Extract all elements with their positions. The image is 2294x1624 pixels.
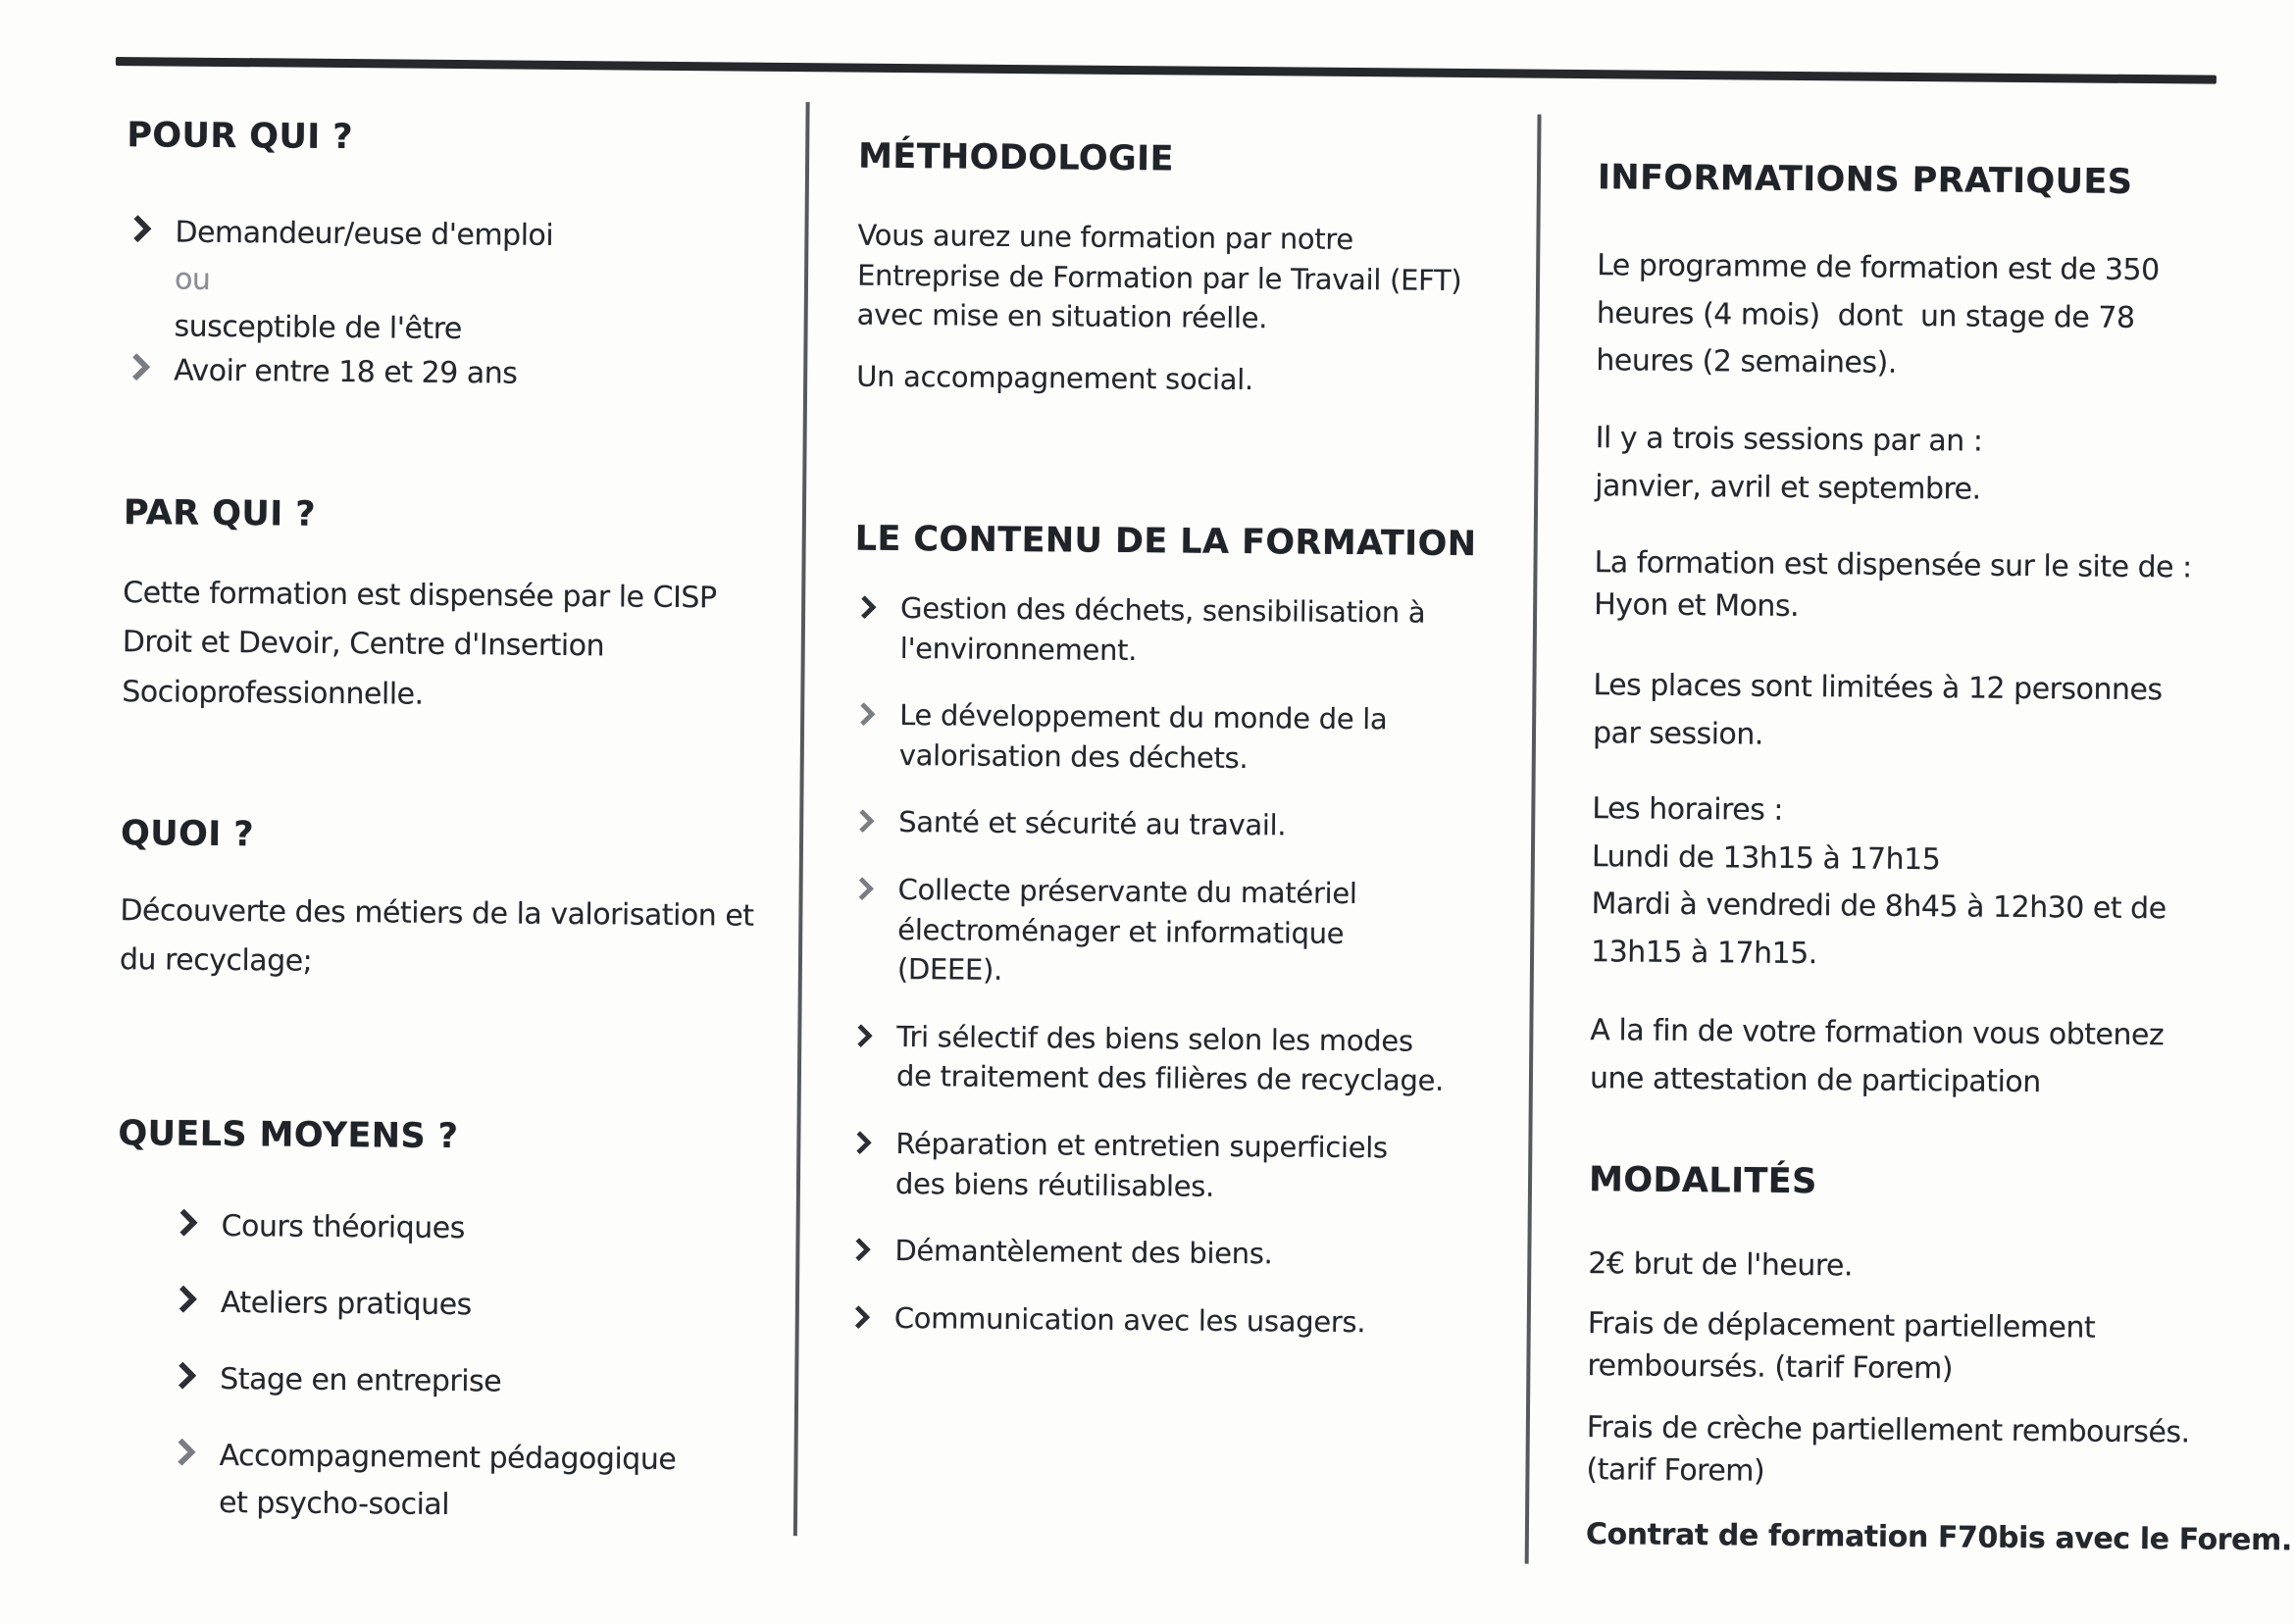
chevron-icon (852, 702, 876, 726)
list-item (115, 1432, 802, 1532)
list-item (117, 1202, 803, 1255)
chevron-icon (170, 1286, 197, 1313)
bullet-text (174, 210, 553, 354)
chevron-icon (169, 1362, 196, 1390)
list-item (849, 1124, 1517, 1209)
paragraph-par-qui: Cette formation est dispensée par le CISP Droit et Devoir, Centre d'Insertion Socioprofessionnelle. (122, 576, 717, 712)
list-item-text: Stage en entreprise (220, 1361, 502, 1399)
list-item (848, 1231, 1515, 1277)
list-item (848, 1297, 1515, 1344)
list-item-text: Collecte préservante du matériel électroménager et informatique (DEEE). (896, 872, 1357, 988)
list-item-text: Cours théoriques (221, 1208, 465, 1246)
list-item (854, 588, 1522, 674)
list-item (850, 1016, 1518, 1101)
bullet-line: Demandeur/euse d'emploi (175, 215, 554, 253)
list-item-text: Accompagnement pédagogique et psycho-social (218, 1438, 677, 1523)
heading-pour-qui: POUR QUI ? (127, 116, 354, 158)
paragraph-methodologie-2: Un accompagnement social. (856, 359, 1254, 397)
paragraph-site: La formation est dispensée sur le site de : Hyon et Mons. (1594, 545, 2192, 624)
bullet-line-muted: ou (174, 262, 211, 297)
paragraph-places: Les places sont limitées à 12 personnes par session. (1592, 668, 2163, 752)
list-item (116, 1355, 802, 1408)
list-item-text: Gestion des déchets, sensibilisation à l'environnement. (899, 591, 1426, 667)
paragraph-programme: Le programme de formation est de 350 heures (4 mois) dont un stage de 78 heures (2 semaines). (1596, 248, 2160, 381)
paragraph-quoi: Découverte des métiers de la valorisation et du recyclage; (119, 893, 754, 980)
heading-quoi: QUOI ? (120, 814, 255, 855)
heading-modalites: MODALITÉS (1588, 1160, 1817, 1202)
column-middle (845, 137, 1525, 1585)
chevron-icon (853, 595, 877, 619)
bullet-text: Avoir entre 18 et 29 ans (174, 353, 518, 391)
paragraph-frais-creche: Frais de crèche partiellement remboursés. (tarif Forem) (1586, 1410, 2190, 1489)
heading-methodologie: MÉTHODOLOGIE (857, 136, 1175, 179)
paragraph-salaire: 2€ brut de l'heure. (1588, 1246, 1854, 1284)
paragraph-sessions: Il y a trois sessions par an : janvier, avril et septembre. (1595, 421, 1983, 507)
chevron-icon (850, 877, 874, 900)
bullet-line: susceptible de l'être (174, 309, 462, 347)
chevron-icon (848, 1131, 872, 1154)
list-item-text: Tri sélectif des biens selon les modes de traitement des filières de recyclage. (895, 1019, 1445, 1098)
heading-quels-moyens: QUELS MOYENS ? (118, 1114, 459, 1157)
list-item-text: Santé et sécurité au travail. (898, 805, 1287, 842)
heading-informations-pratiques: INFORMATIONS PRATIQUES (1597, 158, 2133, 202)
list-quels-moyens (115, 1202, 804, 1561)
chevron-icon (847, 1238, 871, 1261)
list-item-text: Communication avec les usagers. (893, 1300, 1366, 1339)
heading-par-qui: PAR QUI ? (123, 493, 317, 534)
column-right (1585, 158, 2293, 1624)
paragraph-contrat: Contrat de formation F70bis avec le Forem. (1585, 1517, 2293, 1558)
list-item-text: Ateliers pratiques (220, 1285, 472, 1323)
column-left (114, 116, 813, 1602)
chevron-icon (846, 1305, 870, 1329)
paragraph-methodologie-1: Vous aurez une formation par notre Entreprise de Formation par le Travail (EFT) avec mise en situation réelle. (856, 218, 1462, 335)
chevron-icon (851, 810, 875, 834)
paragraph-attestation: A la fin de votre formation vous obtenez une attestation de participation (1589, 1013, 2165, 1099)
top-rule (116, 57, 2217, 84)
column-divider-right (1525, 115, 1542, 1564)
chevron-icon (170, 1209, 197, 1237)
list-item (117, 1279, 803, 1332)
chevron-icon (168, 1439, 195, 1466)
list-item (852, 802, 1519, 848)
list-contenu-formation (847, 588, 1521, 1371)
paragraph-horaires: Les horaires : Lundi de 13h15 à 17h15 Mardi à vendredi de 8h45 à 12h30 et de 13h15 à 17h15. (1590, 791, 2167, 971)
chevron-icon (124, 215, 151, 242)
paragraph-frais-deplacement: Frais de déplacement partiellement remboursés. (tarif Forem) (1587, 1306, 2096, 1386)
heading-contenu-formation: LE CONTENU DE LA FORMATION (854, 519, 1477, 565)
list-item (851, 870, 1519, 995)
bullet-demandeur (125, 209, 812, 356)
chevron-icon (123, 353, 150, 381)
list-item-text: Réparation et entretien superficiels des biens réutilisables. (894, 1126, 1388, 1203)
list-item-text: Démantèlement des biens. (894, 1234, 1273, 1271)
list-item-text: Le développement du monde de la valorisation des déchets. (898, 698, 1388, 775)
list-item (853, 695, 1521, 781)
chevron-icon (849, 1024, 873, 1047)
bullet-age (125, 347, 811, 400)
